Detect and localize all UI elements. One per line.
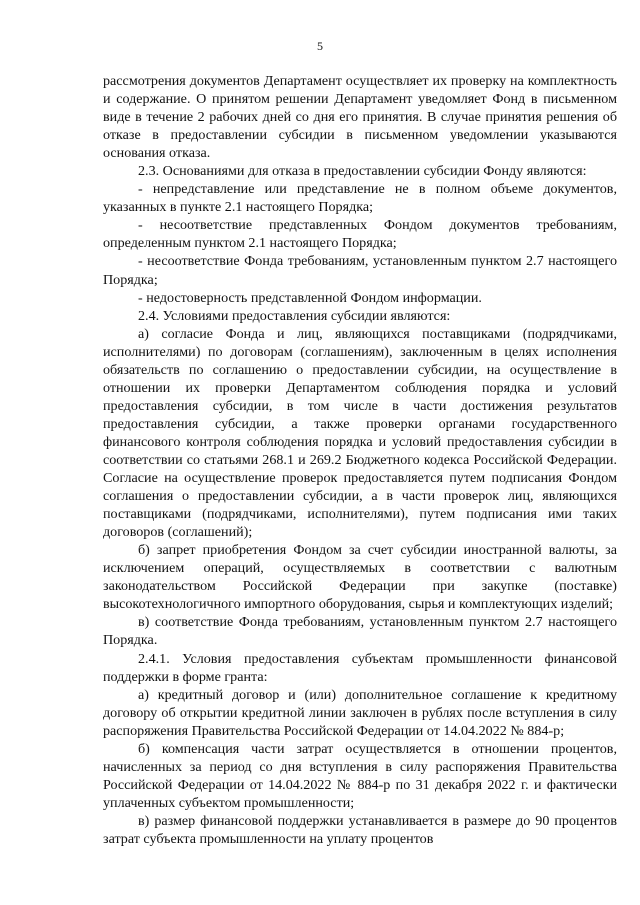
paragraph: в) размер финансовой поддержки устанавливается в размере до 90 процентов затрат субъекта промышленности на уплату процентов (103, 812, 617, 847)
paragraph: - недостоверность представленной Фондом информации. (138, 289, 482, 306)
paragraph: б) компенсация части затрат осуществляется в отношении процентов, начисленных за период со дня вступления в силу распоряжения Правительства Российской Федерации от 14.04.2022 № 884-р по 31 декабря 2022 г. и фактически уплаченных субъектом промышленности; (103, 740, 617, 811)
paragraph: 2.4. Условиями предоставления субсидии являются: (138, 307, 451, 324)
paragraph: б) запрет приобретения Фондом за счет субсидии иностранной валюты, за исключением операций, осуществляемых в соответствии с валютным законодательством Российской Федерации при закупке (поставке) высокотехнологичного импортного оборудования, сырья и комплектующих изделий; (103, 542, 617, 613)
paragraph: а) кредитный договор и (или) дополнительное соглашение к кредитному договору об открытии кредитной линии заключен в рублях после вступления в силу распоряжения Правительства Российской Федерации от 14.04.2022 № 884-р; (103, 686, 617, 739)
paragraph: - непредставление или представление не в полном объеме документов, указанных в пункте 2.1 настоящего Порядка; (103, 181, 617, 216)
paragraph: 2.4.1. Условия предоставления субъектам промышленности финансовой поддержки в форме гранта: (103, 650, 617, 685)
paragraph: рассмотрения документов Департамент осуществляет их проверку на комплектность и содержание. О принятом решении Департамент уведомляет Фонд в письменном виде в течение 2 рабочих дней со дня его принятия. В случае принятия решения об отказе в предоставлении субсидии в письменном уведомлении указываются основания отказа. (103, 73, 617, 162)
document-body (103, 72, 617, 848)
paragraph: 2.3. Основаниями для отказа в предоставлении субсидии Фонду являются: (138, 163, 587, 180)
paragraph: в) соответствие Фонда требованиям, установленным пунктом 2.7 настоящего Порядка. (103, 614, 617, 649)
page-number: 5 (317, 39, 323, 53)
paragraph: - несоответствие Фонда требованиям, установленным пунктом 2.7 настоящего Порядка; (103, 253, 617, 288)
paragraph: а) согласие Фонда и лиц, являющихся поставщиками (подрядчиками, исполнителями) по договорам (соглашениям), заключенным в целях исполнения обязательств по соглашению о предоставлении субсидии, на осуществление в отношении их проверки Департаментом соблюдения порядка и условий предоставления субсидии, в том числе в части достижения результатов предоставления субсидии, а также проверки органами государственного финансового контроля соблюдения порядка и условий предоставления субсидии в соответствии со статьями 268.1 и 269.2 Бюджетного кодекса Российской Федерации. Согласие на осуществление проверок предоставляется путем подписания Фондом соглашения о предоставлении субсидии, а в части проверок лиц, являющихся поставщиками (подрядчиками, исполнителями), путем подписания ими таких договоров (соглашений); (103, 325, 617, 541)
paragraph: - несоответствие представленных Фондом документов требованиям, определенным пунктом 2.1 настоящего Порядка; (103, 217, 617, 252)
